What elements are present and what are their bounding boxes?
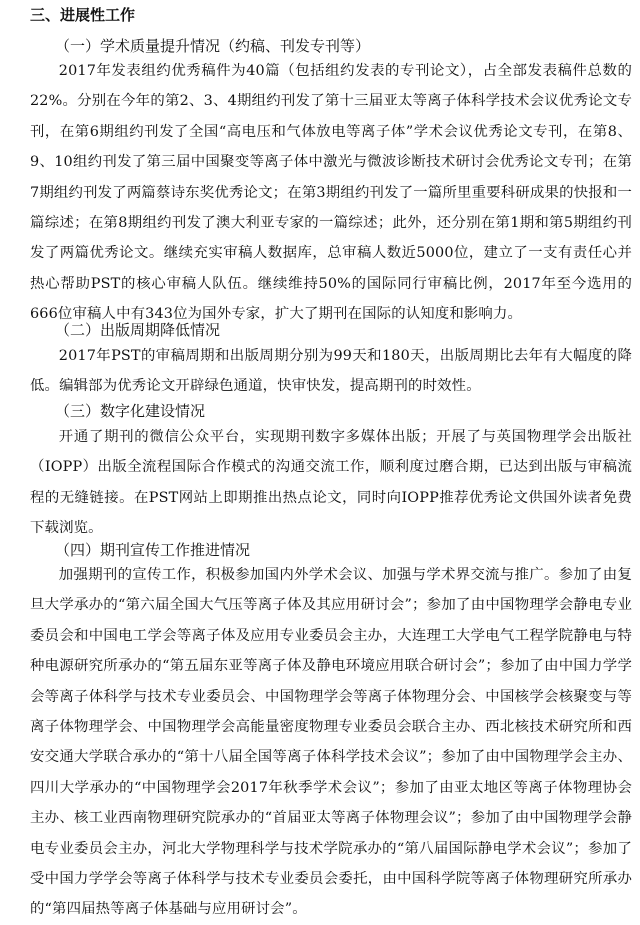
- subsection-heading-digitization: （三）数字化建设情况: [55, 402, 206, 420]
- paragraph-publication-cycle: 2017年PST的审稿周期和出版周期分别为99天和180天，出版周期比去年有大幅度的降低。编辑部为优秀论文开辟绿色通道，快审快发，提高期刊的时效性。: [30, 348, 632, 395]
- section-title: 三、进展性工作: [30, 6, 136, 24]
- paragraph-promotion: 加强期刊的宣传工作，积极参加国内外学术会议、加强与学术界交流与推广。参加了由复旦大学承办的“第六届全国大气压等离子体及其应用研讨会”；参加了由中国物理学会静电专业委员会和中国电工学会等离子体及应用专业委员会主办，大连理工大学电气工程学院静电与特种电源研究所承办的“第五届东亚等离子体及静电环境应用联合研讨会”；参加了由中国力学学会等离子体科学与技术专业委员会、中国物理学会等离子体物理分会、中国核学会核聚变与等离子体物理学会、中国物理学会高能量密度物理专业委员会联合主办、西北核技术研究所和西安交通大学联合承办的“第十八届全国等离子体科学技术会议”；参加了由中国物理学会主办、四川大学承办的“中国物理学会2017年秋季学术会议”；参加了由亚太地区等离子体物理协会主办、核工业西南物理研究院承办的“首届亚太等离子体物理会议”；参加了由中国物理学会静电专业委员会主办，河北大学物理科学与技术学院承办的“第八届国际静电学术会议”；参加了受中国力学学会等离子体科学与技术专业委员会委托，由中国科学院等离子体物理研究所承办的“第四届热等离子体基础与应用研讨会”。: [30, 567, 632, 918]
- subsection-heading-promotion: （四）期刊宣传工作推进情况: [55, 541, 251, 559]
- paragraph-digitization: 开通了期刊的微信公众平台，实现期刊数字多媒体出版；开展了与英国物理学会出版社（IOPP）出版全流程国际合作模式的沟通交流工作，顺利度过磨合期，已达到出版与审稿流程的无缝链接。在PST网站上即期推出热点论文，同时向IOPP推荐优秀论文供国外读者免费下载浏览。: [30, 429, 632, 537]
- paragraph-academic-quality: 2017年发表组约优秀稿件为40篇（包括组约发表的专刊论文），占全部发表稿件总数的22%。分别在今年的第2、3、4期组约刊发了第十三届亚太等离子体科学技术会议优秀论文专刊，在第6期组约刊发了全国“高电压和气体放电等离子体”学术会议优秀论文专刊，在第8、9、10组约刊发了第三届中国聚变等离子体中激光与微波诊断技术研讨会优秀论文专刊；在第7期组约刊发了两篇蔡诗东奖优秀论文；在第3期组约刊发了一篇所里重要科研成果的快报和一篇综述；在第8期组约刊发了澳大利亚专家的一篇综述；此外，还分别在第1期和第5期组约刊发了两篇优秀论文。继续充实审稿人数据库，总审稿人数近5000位，建立了一支有责任心并热心帮助PST的核心审稿人队伍。继续维持50%的国际同行审稿比例，2017年至今选用的666位审稿人中有343位为国外专家，扩大了期刊在国际的认知度和影响力。: [30, 63, 632, 323]
- subsection-heading-publication-cycle: （二）出版周期降低情况: [55, 321, 221, 339]
- subsection-heading-academic-quality: （一）学术质量提升情况（约稿、刊发专刊等）: [55, 37, 371, 55]
